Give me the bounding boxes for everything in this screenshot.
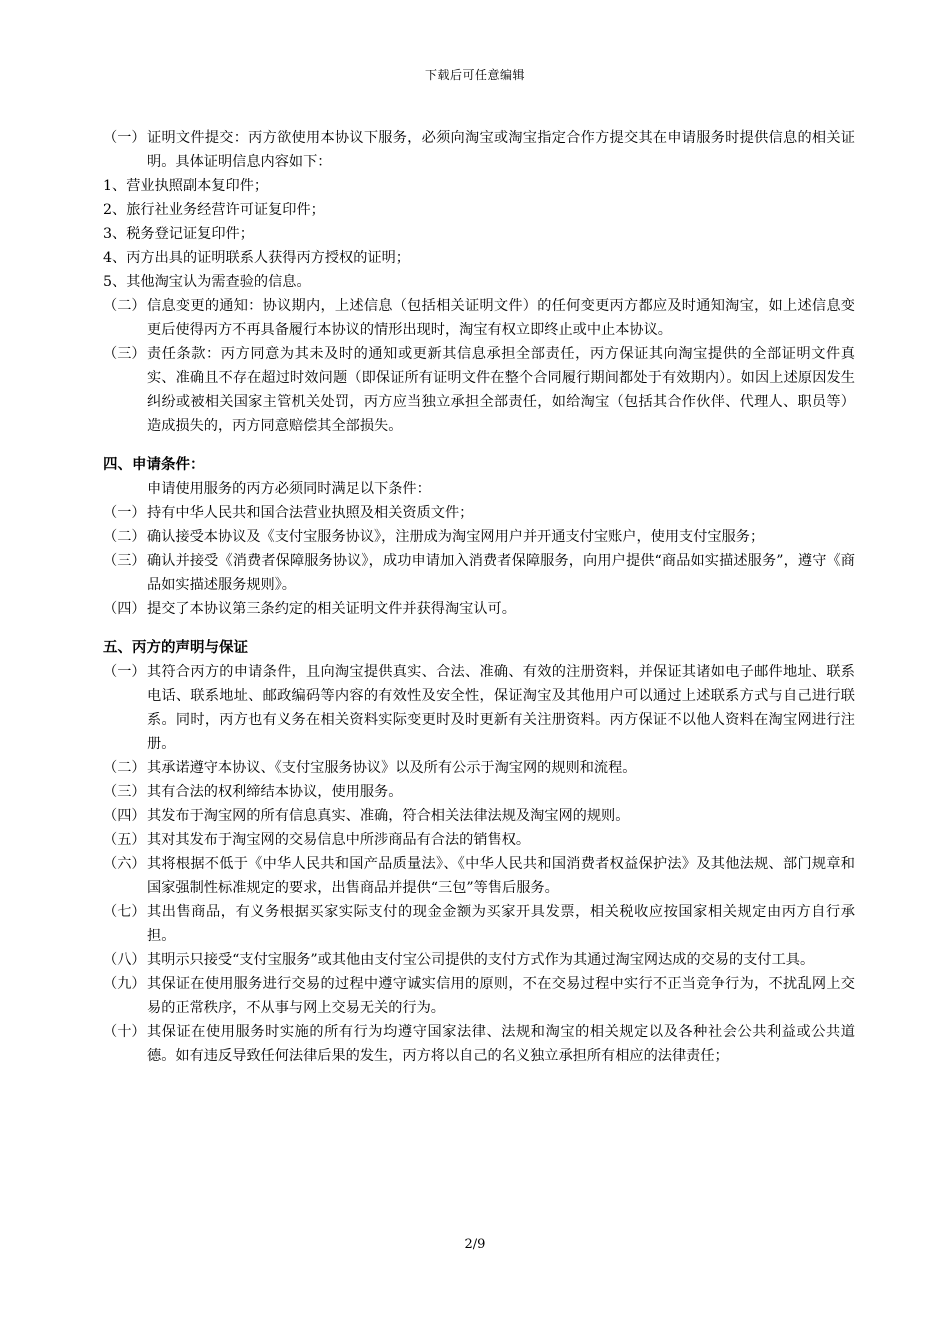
- clause-marker: （二）: [103, 760, 146, 776]
- document-body: [103, 126, 855, 1068]
- clause-text: 其符合丙方的申请条件，且向淘宝提供真实、合法、准确、有效的注册资料，并保证其诸如电子邮件地址、联系电话、联系地址、邮政编码等内容的有效性及安全性，保证淘宝及其他用户可以通过上述联系方式与自己进行联系。同时，丙方也有义务在相关资料实际变更时及时更新有关注册资料。丙方保证不以他人资料在淘宝网进行注册。: [147, 664, 855, 752]
- page-number: 2/9: [464, 1237, 486, 1252]
- clause-3-2: [103, 294, 855, 342]
- clause-marker: （一）: [103, 130, 146, 146]
- clause-marker: （一）: [103, 664, 146, 680]
- clause-5-3: [103, 780, 855, 804]
- section-4-heading: 四、申请条件：: [103, 457, 205, 473]
- clause-text: 持有中华人民共和国合法营业执照及相关资质文件；: [147, 505, 474, 521]
- list-item: 2、旅行社业务经营许可证复印件；: [103, 202, 325, 218]
- clause-4-2: [103, 525, 855, 549]
- list-item: 1、营业执照副本复印件；: [103, 178, 269, 194]
- clause-marker: （五）: [103, 832, 146, 848]
- clause-5-5: [103, 828, 855, 852]
- clause-marker: （九）: [103, 976, 146, 992]
- clause-marker: （三）: [103, 784, 146, 800]
- clause-5-2: [103, 756, 855, 780]
- clause-marker: （八）: [103, 952, 146, 968]
- clause-3-3: [103, 342, 855, 438]
- clause-marker: （三）: [103, 346, 146, 362]
- clause-marker: （一）: [103, 505, 146, 521]
- clause-marker: （四）: [103, 808, 146, 824]
- clause-text: 其发布于淘宝网的所有信息真实、准确，符合相关法律法规及淘宝网的规则。: [147, 808, 630, 824]
- clause-4-3: [103, 549, 855, 597]
- clause-text: 其有合法的权利缔结本协议，使用服务。: [147, 784, 403, 800]
- list-item: 5、其他淘宝认为需查验的信息。: [103, 274, 311, 290]
- clause-text: 其对其发布于淘宝网的交易信息中所涉商品有合法的销售权。: [147, 832, 531, 848]
- clause-text: 其将根据不低于《中华人民共和国产品质量法》、《中华人民共和国消费者权益保护法》及其他法规、部门规章和国家强制性标准规定的要求，出售商品并提供“三包”等售后服务。: [147, 856, 855, 896]
- clause-text: 其出售商品，有义务根据买家实际支付的现金金额为买家开具发票，相关税收应按国家相关规定由丙方自行承担。: [147, 904, 855, 944]
- clause-5-7: [103, 900, 855, 948]
- clause-4-4: [103, 597, 855, 621]
- clause-text: 其保证在使用服务进行交易的过程中遵守诚实信用的原则，不在交易过程中实行不正当竞争行为，不扰乱网上交易的正常秩序，不从事与网上交易无关的行为。: [147, 976, 855, 1016]
- clause-marker: （七）: [103, 904, 146, 920]
- clause-marker: （二）: [103, 529, 146, 545]
- clause-marker: （四）: [103, 601, 146, 617]
- section-5-heading: 五、丙方的声明与保证: [103, 640, 248, 656]
- clause-marker: （三）: [103, 553, 146, 569]
- list-item: 3、税务登记证复印件；: [103, 226, 254, 242]
- clause-text: 其承诺遵守本协议、《支付宝服务协议》以及所有公示于淘宝网的规则和流程。: [147, 760, 637, 776]
- clause-5-8: [103, 948, 855, 972]
- clause-marker: （六）: [103, 856, 146, 872]
- clause-5-1: [103, 660, 855, 756]
- clause-marker: （二）: [103, 298, 146, 314]
- section-4-intro: 申请使用服务的丙方必须同时满足以下条件：: [147, 481, 431, 497]
- clause-marker: （十）: [103, 1024, 146, 1040]
- clause-5-6: [103, 852, 855, 900]
- clause-text: 其明示只接受“支付宝服务”或其他由支付宝公司提供的支付方式作为其通过淘宝网达成的交易的支付工具。: [147, 952, 815, 968]
- clause-text: 信息变更的通知：协议期内，上述信息（包括相关证明文件）的任何变更丙方都应及时通知淘宝，如上述信息变更后使得丙方不再具备履行本协议的情形出现时，淘宝有权立即终止或中止本协议。: [147, 298, 855, 338]
- clause-text: 确认接受本协议及《支付宝服务协议》，注册成为淘宝网用户并开通支付宝账户，使用支付宝服务；: [147, 529, 765, 545]
- clause-5-4: [103, 804, 855, 828]
- clause-text: 其保证在使用服务时实施的所有行为均遵守国家法律、法规和淘宝的相关规定以及各种社会公共利益或公共道德。如有违反导致任何法律后果的发生，丙方将以自己的名义独立承担所有相应的法律责任；: [147, 1024, 855, 1064]
- clause-text: 提交了本协议第三条约定的相关证明文件并获得淘宝认可。: [147, 601, 516, 617]
- clause-3-1: [103, 126, 855, 174]
- clause-text: 确认并接受《消费者保障服务协议》，成功申请加入消费者保障服务，向用户提供“商品如实描述服务”，遵守《商品如实描述服务规则》。: [147, 553, 855, 593]
- clause-text: 证明文件提交：丙方欲使用本协议下服务，必须向淘宝或淘宝指定合作方提交其在申请服务时提供信息的相关证明。具体证明信息内容如下：: [147, 130, 855, 170]
- list-item: 4、丙方出具的证明联系人获得丙方授权的证明；: [103, 250, 410, 266]
- clause-4-1: [103, 501, 855, 525]
- clause-5-9: [103, 972, 855, 1020]
- clause-text: 责任条款：丙方同意为其未及时的通知或更新其信息承担全部责任，丙方保证其向淘宝提供的全部证明文件真实、准确且不存在超过时效问题（即保证所有证明文件在整个合同履行期间都处于有效期内）。如因上述原因发生纠纷或被相关国家主管机关处罚，丙方应当独立承担全部责任，如给淘宝（包括其合作伙伴、代理人、职员等）造成损失的，丙方同意赔偿其全部损失。: [147, 346, 855, 434]
- page-header: 下载后可任意编辑: [424, 68, 525, 82]
- clause-5-10: [103, 1020, 855, 1068]
